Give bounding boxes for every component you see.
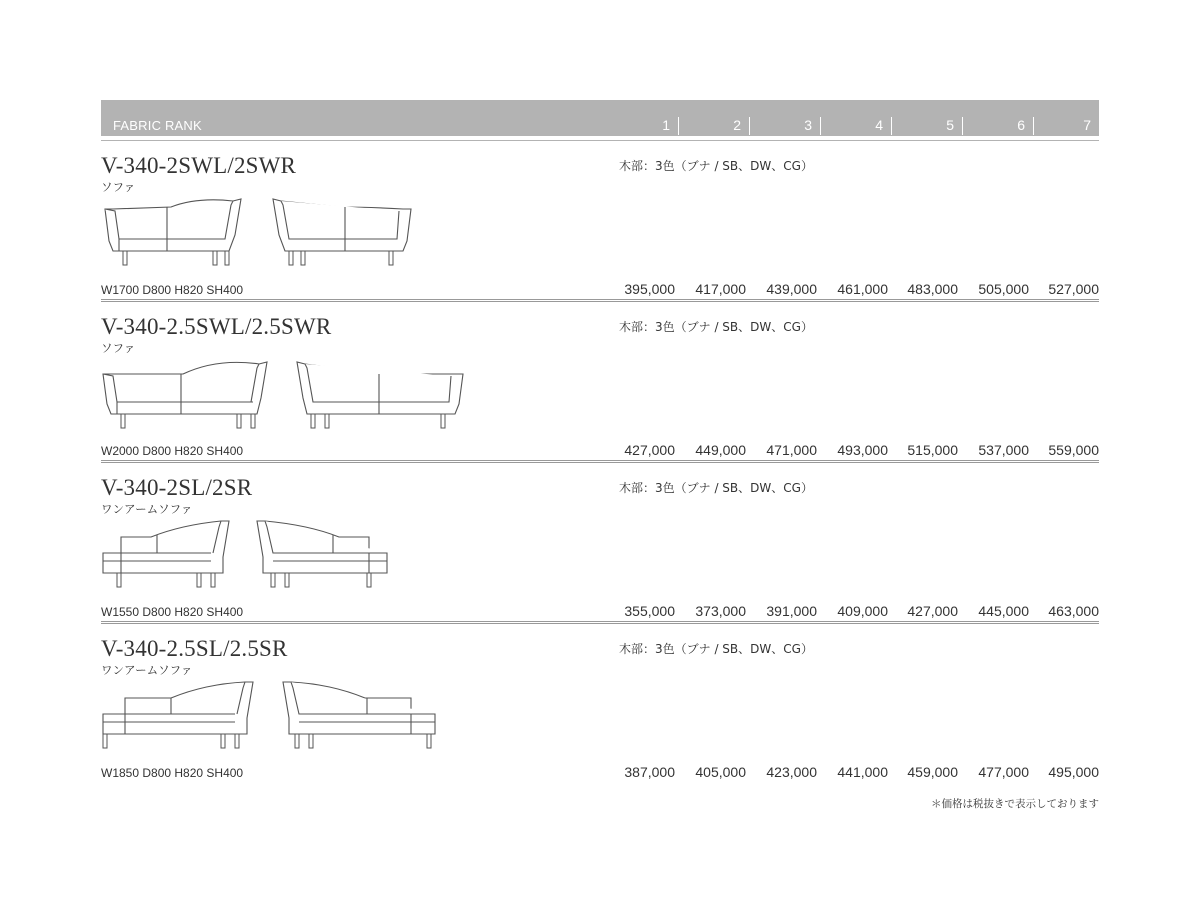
price-rank-5: 515,000 <box>907 442 958 458</box>
price-rank-2: 417,000 <box>695 281 746 297</box>
price-rank-4: 461,000 <box>837 281 888 297</box>
rank-5: 5 <box>893 117 963 135</box>
price-rank-5: 427,000 <box>907 603 958 619</box>
fabric-rank-label: FABRIC RANK <box>113 118 202 133</box>
wood-options: 木部：3色（ブナ / SB、DW、CG） <box>619 320 813 334</box>
product-dimensions: W1850 D800 H820 SH400 <box>101 766 244 780</box>
rank-6: 6 <box>964 117 1034 135</box>
price-rank-3: 423,000 <box>766 764 817 780</box>
one-arm-sofa-wide-drawing-icon <box>101 678 521 766</box>
price-rank-2: 373,000 <box>695 603 746 619</box>
price-rank-4: 493,000 <box>837 442 888 458</box>
product-name: V-340-2SWL/2SWR <box>101 153 297 178</box>
product-type: ソファ <box>101 341 136 355</box>
price-rank-1: 387,000 <box>624 764 675 780</box>
one-arm-sofa-drawing-icon <box>101 517 521 605</box>
price-rank-3: 439,000 <box>766 281 817 297</box>
rank-1: 1 <box>609 117 679 135</box>
product-row <box>101 302 1099 463</box>
two-arm-sofa-wide-drawing-icon <box>101 356 521 444</box>
price-sheet <box>101 100 1099 785</box>
product-type: ソファ <box>101 180 136 194</box>
price-rank-4: 441,000 <box>837 764 888 780</box>
price-rank-6: 445,000 <box>978 603 1029 619</box>
product-type: ワンアームソファ <box>101 502 193 516</box>
product-row <box>101 463 1099 624</box>
price-rank-7: 495,000 <box>1048 764 1099 780</box>
fabric-rank-header <box>101 100 1099 136</box>
price-rank-2: 405,000 <box>695 764 746 780</box>
product-name: V-340-2.5SL/2.5SR <box>101 636 288 661</box>
product-name: V-340-2SL/2SR <box>101 475 253 500</box>
product-row <box>101 624 1099 785</box>
rank-3: 3 <box>751 117 821 135</box>
product-dimensions: W2000 D800 H820 SH400 <box>101 444 244 458</box>
price-rank-7: 463,000 <box>1048 603 1099 619</box>
wood-options: 木部：3色（ブナ / SB、DW、CG） <box>619 642 813 656</box>
product-dimensions: W1550 D800 H820 SH400 <box>101 605 244 619</box>
price-rank-6: 505,000 <box>978 281 1029 297</box>
rank-4: 4 <box>822 117 892 135</box>
price-rank-6: 477,000 <box>978 764 1029 780</box>
two-arm-sofa-drawing-icon <box>101 195 521 283</box>
wood-options: 木部：3色（ブナ / SB、DW、CG） <box>619 159 813 173</box>
price-rank-7: 559,000 <box>1048 442 1099 458</box>
price-rank-6: 537,000 <box>978 442 1029 458</box>
rank-2: 2 <box>680 117 750 135</box>
price-rank-4: 409,000 <box>837 603 888 619</box>
price-rank-3: 471,000 <box>766 442 817 458</box>
product-row <box>101 141 1099 302</box>
product-type: ワンアームソファ <box>101 663 193 677</box>
price-rank-2: 449,000 <box>695 442 746 458</box>
price-rank-1: 395,000 <box>624 281 675 297</box>
price-rank-5: 483,000 <box>907 281 958 297</box>
price-rank-5: 459,000 <box>907 764 958 780</box>
rank-7: 7 <box>1083 117 1091 133</box>
wood-options: 木部：3色（ブナ / SB、DW、CG） <box>619 481 813 495</box>
price-rank-7: 527,000 <box>1048 281 1099 297</box>
tax-note: ＊価格は税抜きで表示しております <box>931 798 1099 810</box>
product-name: V-340-2.5SWL/2.5SWR <box>101 314 332 339</box>
price-rank-1: 427,000 <box>624 442 675 458</box>
product-dimensions: W1700 D800 H820 SH400 <box>101 283 244 297</box>
price-rank-1: 355,000 <box>624 603 675 619</box>
price-rank-3: 391,000 <box>766 603 817 619</box>
